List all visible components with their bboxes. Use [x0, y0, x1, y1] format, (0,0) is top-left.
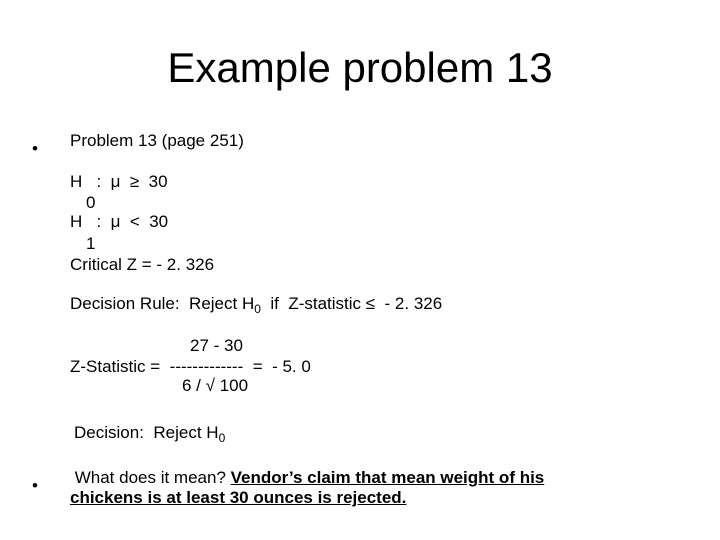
bullet-icon: •	[32, 139, 38, 158]
alternative-hypothesis: H : μ < 30	[70, 212, 169, 231]
critical-value: Critical Z = - 2. 326	[70, 255, 215, 274]
conclusion-answer-2: chickens is at least 30 ounces is rejected.	[70, 488, 407, 507]
decision-subscript: 0	[218, 431, 226, 445]
problem-reference: Problem 13 (page 251)	[70, 131, 244, 150]
decision	[74, 422, 225, 445]
null-hypothesis: H : μ ≥ 30	[70, 172, 168, 191]
conclusion-line-1	[70, 467, 544, 489]
decision-rule	[70, 293, 442, 316]
statistic-numerator: 27 - 30	[190, 336, 243, 355]
null-hypothesis-subscript: 0	[86, 193, 96, 212]
bullet-icon: •	[32, 476, 38, 495]
statistic-line: Z-Statistic = ------------- = - 5. 0	[70, 357, 311, 376]
decision-prefix: Decision: Reject H	[74, 423, 219, 442]
alternative-hypothesis-subscript: 1	[86, 234, 96, 253]
conclusion-answer-1: Vendor’s claim that mean weight of his	[230, 468, 545, 487]
conclusion-question: What does it mean?	[70, 468, 231, 487]
decision-rule-prefix: Decision Rule: Reject H	[70, 294, 255, 313]
decision-rule-suffix: if Z-statistic ≤ - 2. 326	[260, 294, 443, 313]
slide-title: Example problem 13	[167, 44, 553, 91]
conclusion-line-2	[70, 487, 406, 509]
decision-rule-subscript: 0	[254, 302, 261, 316]
statistic-denominator: 6 / √ 100	[182, 376, 249, 395]
